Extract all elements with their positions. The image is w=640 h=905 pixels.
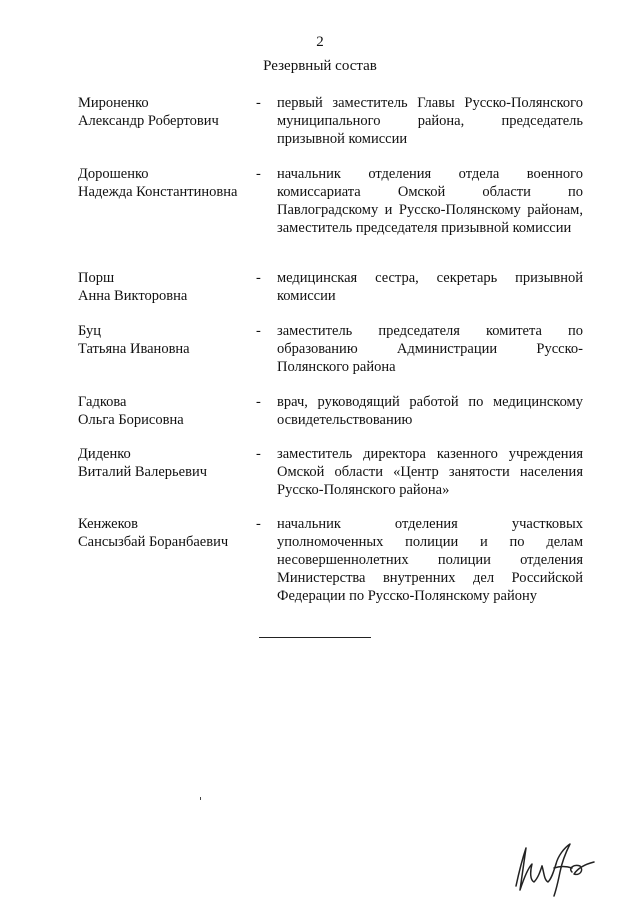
member-given-names: Татьяна Ивановна	[78, 341, 190, 357]
dash-separator: -	[256, 516, 261, 532]
member-given-names: Виталий Валерьевич	[78, 464, 207, 480]
member-given-names: Сансызбай Боранбаевич	[78, 534, 229, 550]
member-name	[78, 445, 253, 481]
member-name	[78, 515, 253, 551]
member-role: заместитель председателя комитета по образованию Администрации Русско-Полянского района	[277, 323, 583, 375]
member-role: заместитель директора казенного учреждения Омской области «Центр занятости населения Русско-Полянского района»	[277, 446, 583, 498]
member-surname: Дорошенко	[78, 166, 149, 182]
closing-divider-line	[259, 637, 371, 638]
member-surname: Гадкова	[78, 394, 127, 410]
scan-dot-mark	[200, 797, 201, 800]
member-role: начальник отделения отдела военного комиссариата Омской области по Павлоградскому и Русско-Полянскому районам, заместитель председателя призывной комиссии	[277, 166, 583, 236]
member-given-names: Александр Робертович	[78, 113, 219, 129]
member-given-names: Ольга Борисовна	[78, 412, 184, 428]
member-surname: Диденко	[78, 446, 131, 462]
member-name	[78, 393, 253, 429]
member-surname: Мироненко	[78, 95, 149, 111]
page-title: Резервный состав	[263, 58, 377, 74]
dash-separator: -	[256, 446, 261, 462]
member-role: начальник отделения участковых уполномоченных полиции и по делам несовершеннолетних полиции отделения Министерства внутренних дел Российской Федерации по Русско-Полянскому району	[277, 516, 583, 604]
dash-separator: -	[256, 323, 261, 339]
dash-separator: -	[256, 95, 261, 111]
member-surname: Порш	[78, 270, 115, 286]
signature-strokes	[516, 844, 594, 896]
member-role: медицинская сестра, секретарь призывной комиссии	[277, 270, 583, 304]
dash-separator: -	[256, 270, 261, 286]
dash-separator: -	[256, 166, 261, 182]
signature-drawing	[510, 838, 600, 898]
member-role: врач, руководящий работой по медицинскому освидетельствованию	[277, 394, 583, 428]
member-role: первый заместитель Главы Русско-Полянского муниципального района, председатель призывной комиссии	[277, 95, 583, 147]
member-name	[78, 322, 253, 358]
handwritten-signature	[510, 838, 600, 903]
member-given-names: Надежда Константиновна	[78, 184, 238, 200]
member-name	[78, 165, 253, 201]
dash-separator: -	[256, 394, 261, 410]
member-surname: Буц	[78, 323, 101, 339]
member-surname: Кенжеков	[78, 516, 138, 532]
member-name	[78, 269, 253, 305]
member-name	[78, 94, 253, 130]
member-given-names: Анна Викторовна	[78, 288, 188, 304]
page-number: 2	[316, 34, 324, 50]
